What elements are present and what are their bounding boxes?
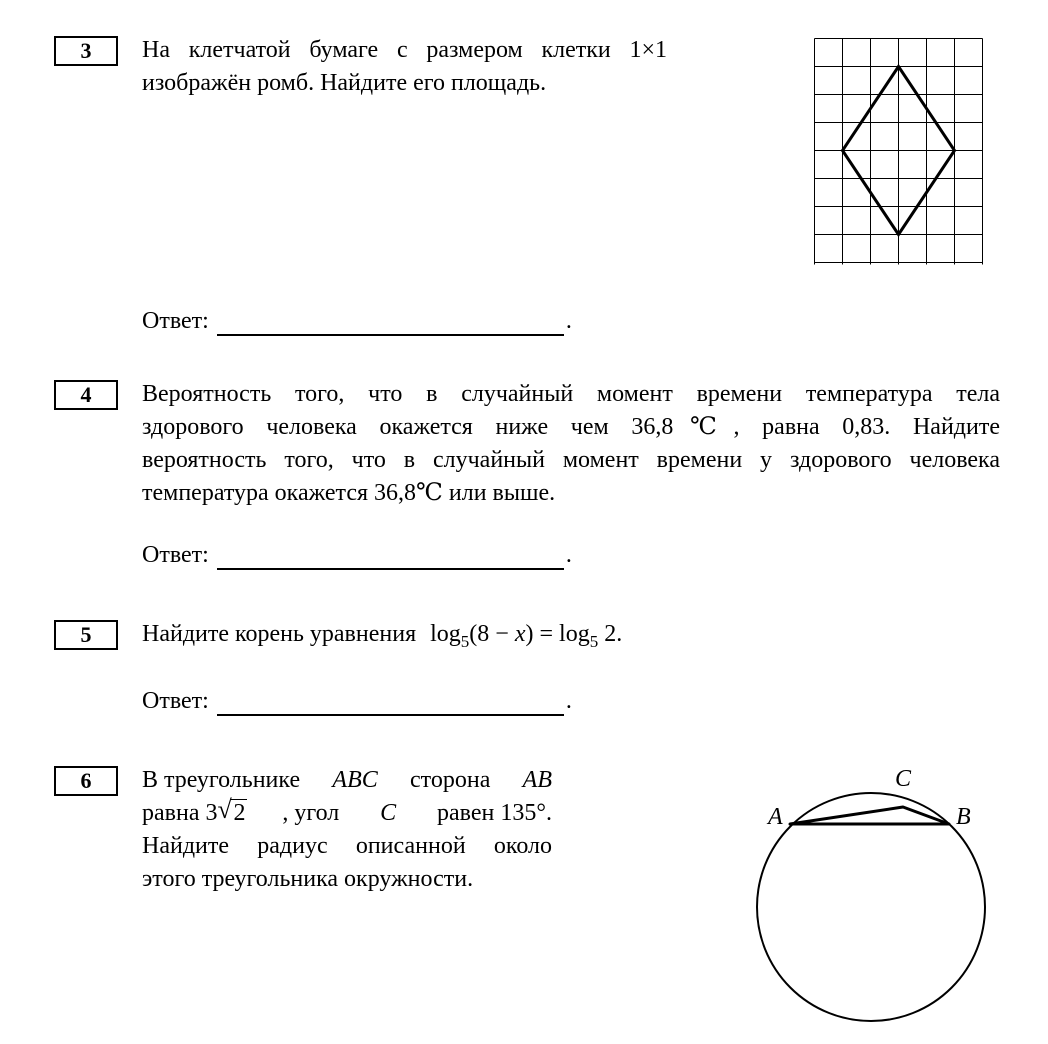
equation-arg-right: ) xyxy=(525,621,534,647)
equation xyxy=(422,621,623,651)
answer-row xyxy=(142,306,572,336)
circumcircle xyxy=(757,793,985,1021)
sqrt-symbol: √ 2 xyxy=(217,795,246,826)
task-text-line: Найдите радиус описанной около xyxy=(142,833,552,859)
answer-label: Ответ: xyxy=(142,542,209,568)
task-text-line: На клетчатой бумаге с размером клетки 1×1 xyxy=(142,37,667,63)
log-function-rhs: log xyxy=(559,621,590,647)
task-text-line: этого треугольника окружности. xyxy=(142,866,474,892)
task-number-box: 5 xyxy=(54,620,118,650)
answer-line[interactable] xyxy=(217,546,564,570)
task-text-line: изображён ромб. Найдите его площадь. xyxy=(142,70,547,96)
task-text-line: вероятность того, что в случайный момент времени у здорового человека xyxy=(142,447,1000,473)
task-number-box: 3 xyxy=(54,36,118,66)
task-text xyxy=(142,34,667,100)
answer-row xyxy=(142,540,572,570)
task-text xyxy=(142,378,1000,510)
log-function: log xyxy=(430,621,461,647)
point-label-a: A xyxy=(768,804,783,830)
answer-line[interactable] xyxy=(217,312,564,336)
circumscribed-circle-figure xyxy=(740,760,1020,1030)
task-text-line: Вероятность того, что в случайный момент времени температура тела xyxy=(142,381,1000,407)
task-text xyxy=(142,618,1000,658)
task-text-line: равна 3 √ 2 , угол C равен 135°. xyxy=(142,797,552,830)
equation-end: . xyxy=(616,621,623,647)
grid-lines xyxy=(815,39,983,265)
answer-label: Ответ: xyxy=(142,308,209,334)
answer-label: Ответ: xyxy=(142,688,209,714)
task-text-line: В треугольнике ABC сторона AB xyxy=(142,767,552,793)
equation-arg-left: (8 − xyxy=(469,621,515,647)
answer-dot: . xyxy=(565,308,572,334)
task-text-line: температура окажется 36,8℃ или выше. xyxy=(142,480,556,506)
rhombus-grid-figure xyxy=(812,37,986,267)
task-text-line: здорового человека окажется ниже чем 36,8℃, равна 0,83. Найдите xyxy=(142,414,1000,440)
task-number-box: 4 xyxy=(54,380,118,410)
task-number-box: 6 xyxy=(54,766,118,796)
triangle-abc xyxy=(790,807,949,824)
equation-rhs: 2 xyxy=(598,621,617,647)
equation-variable: x xyxy=(514,621,526,647)
equation-equals: = xyxy=(533,621,560,647)
task-text-prefix: Найдите корень уравнения xyxy=(142,621,417,647)
answer-dot: . xyxy=(565,688,572,714)
point-label-b: B xyxy=(956,804,971,830)
log-base-rhs: 5 xyxy=(589,631,599,651)
answer-dot: . xyxy=(565,542,572,568)
answer-row xyxy=(142,686,572,716)
task-text xyxy=(142,764,552,896)
log-base: 5 xyxy=(460,631,470,651)
point-label-c: C xyxy=(895,766,912,792)
answer-line[interactable] xyxy=(217,692,564,716)
